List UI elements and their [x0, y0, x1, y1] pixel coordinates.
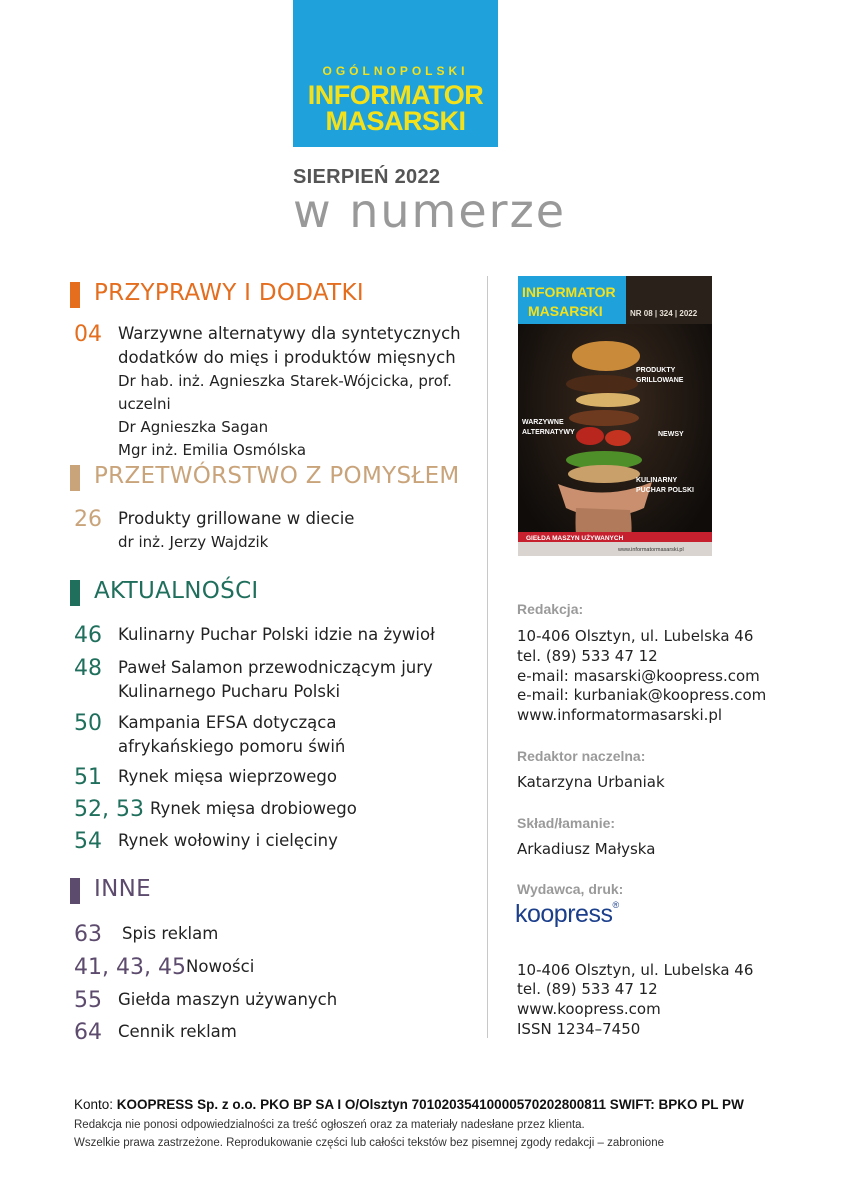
logo-line-1: OGÓLNOPOLSKI: [322, 64, 469, 78]
redakcja-website-link[interactable]: www.informatormasarski.pl: [517, 706, 723, 724]
redakcja-phone: tel. (89) 533 47 12: [517, 647, 658, 665]
page-number: 52, 53: [74, 797, 144, 822]
label-redaktor: Redaktor naczelna:: [517, 748, 646, 764]
entry-title-line: Spis reklam: [122, 924, 219, 943]
wydawca-website-link[interactable]: www.koopress.com: [517, 1000, 661, 1018]
entry-title-line: Warzywne alternatywy dla syntetycznych: [118, 324, 461, 343]
issue-date: SIERPIEŃ 2022: [293, 166, 441, 188]
toc-entry[interactable]: [74, 507, 484, 554]
toc-entry[interactable]: [74, 711, 484, 759]
redaktor-name: Katarzyna Urbaniak: [517, 773, 665, 791]
magazine-logo: [293, 0, 498, 147]
cover-url: www.informatormasarski.pl: [618, 547, 684, 553]
konto-value: KOOPRESS Sp. z o.o. PKO BP SA I O/Olsztyn 70102035410000570202800811 SWIFT: BPKO PL PW: [116, 1097, 744, 1112]
cover-logo-line1: INFORMATOR: [522, 284, 616, 300]
cover-banner: GIEŁDA MASZYN UŻYWANYCH: [526, 535, 624, 542]
registered-mark-icon: ®: [612, 900, 619, 910]
entry-title-line: Rynek wołowiny i cielęciny: [118, 831, 338, 850]
section-title: PRZYPRAWY I DODATKI: [94, 280, 364, 306]
entry-author: Dr hab. inż. Agnieszka Starek-Wójcicka, prof. uczelni: [118, 372, 452, 413]
toc-entry[interactable]: [74, 322, 484, 462]
koopress-logo: [515, 900, 619, 929]
entry-title-line: Kampania EFSA dotycząca: [118, 713, 337, 732]
wydawca-address: 10-406 Olsztyn, ul. Lubelska 46: [517, 961, 754, 979]
page-number: 63: [74, 922, 102, 947]
redakcja-email-link[interactable]: e-mail: kurbaniak@koopress.com: [517, 686, 767, 704]
koopress-logo-text: koopress: [515, 900, 613, 928]
entry-title-line: Kulinarnego Pucharu Polski: [118, 682, 341, 701]
section-marker: [70, 282, 80, 308]
page-number: 46: [74, 623, 102, 648]
entry-title-line: Paweł Salamon przewodniczącym jury: [118, 658, 433, 677]
redakcja-address: 10-406 Olsztyn, ul. Lubelska 46: [517, 627, 754, 645]
logo-line-3: MASARSKI: [325, 106, 466, 136]
konto-label: Konto:: [74, 1097, 114, 1112]
entry-title-line: dodatków do mięs i produktów mięsnych: [118, 348, 456, 367]
issn: ISSN 1234–7450: [517, 1020, 641, 1038]
bank-account: [74, 1097, 744, 1112]
footer-copyright: Wszelkie prawa zastrzeżone. Reprodukowanie części lub całości tekstów bez pisemnej zgody redakcji – zabronione: [74, 1137, 664, 1149]
footer-disclaimer: Redakcja nie ponosi odpowiedzialności za treść ogłoszeń oraz za materiały nadesłane przez klienta.: [74, 1119, 585, 1131]
entry-title-line: afrykańskiego pomoru świń: [118, 737, 346, 756]
entry-title-line: Cennik reklam: [118, 1022, 237, 1041]
toc-entry[interactable]: [74, 988, 484, 1012]
toc-entry[interactable]: [74, 623, 484, 647]
cover-tag: PUCHAR POLSKI: [636, 487, 694, 494]
wydawca-phone: tel. (89) 533 47 12: [517, 980, 658, 998]
cover-tag: KULINARNY: [636, 477, 678, 484]
page-number: 51: [74, 765, 102, 790]
entry-author: Mgr inż. Emilia Osmólska: [118, 441, 307, 459]
column-divider: [487, 276, 488, 1038]
section-marker: [70, 465, 80, 491]
page-number: 48: [74, 656, 102, 681]
section-marker: [70, 878, 80, 904]
page-number: 41, 43, 45: [74, 955, 186, 980]
toc-entry[interactable]: [74, 797, 484, 821]
section-title: PRZETWÓRSTWO Z POMYSŁEM: [94, 463, 460, 489]
page-number: 04: [74, 322, 102, 347]
toc-entry[interactable]: [74, 829, 484, 853]
page-number: 50: [74, 711, 102, 736]
sklad-name: Arkadiusz Małyska: [517, 840, 656, 858]
cover-artwork: [518, 276, 712, 556]
entry-title-line: Nowości: [186, 957, 255, 976]
entry-author: Dr Agnieszka Sagan: [118, 418, 269, 436]
entry-author: dr inż. Jerzy Wajdzik: [118, 533, 269, 551]
cover-tag: PRODUKTY: [636, 367, 676, 374]
cover-tag: WARZYWNE: [522, 419, 564, 426]
cover-tag: NEWSY: [658, 431, 684, 438]
issue-heading: w numerze: [293, 184, 567, 238]
entry-title-line: Kulinarny Puchar Polski idzie na żywioł: [118, 625, 435, 644]
entry-title-line: Produkty grillowane w diecie: [118, 509, 355, 528]
entry-title-line: Rynek mięsa drobiowego: [150, 799, 357, 818]
toc-entry[interactable]: [74, 765, 484, 789]
page-number: 54: [74, 829, 102, 854]
section-title: INNE: [94, 876, 151, 902]
toc-entry[interactable]: [74, 955, 484, 979]
redakcja-email-link[interactable]: e-mail: masarski@koopress.com: [517, 667, 760, 685]
page-number: 26: [74, 507, 102, 532]
cover-thumbnail[interactable]: [518, 276, 712, 556]
section-marker: [70, 580, 80, 606]
cover-tag: GRILLOWANE: [636, 377, 684, 384]
page-number: 55: [74, 988, 102, 1013]
cover-tag: ALTERNATYWY: [522, 429, 575, 436]
toc-entry[interactable]: [74, 922, 484, 946]
logo-line-2: INFORMATOR: [307, 80, 484, 110]
toc-entry[interactable]: [74, 656, 484, 704]
entry-title-line: Giełda maszyn używanych: [118, 990, 338, 1009]
cover-logo-line2: MASARSKI: [528, 303, 603, 319]
toc-entry[interactable]: [74, 1020, 484, 1044]
section-title: AKTUALNOŚCI: [94, 578, 259, 604]
page-number: 64: [74, 1020, 102, 1045]
entry-title-line: Rynek mięsa wieprzowego: [118, 767, 337, 786]
label-sklad: Skład/łamanie:: [517, 815, 616, 831]
label-redakcja: Redakcja:: [517, 601, 584, 617]
cover-issue-number: NR 08 | 324 | 2022: [630, 309, 698, 318]
label-wydawca: Wydawca, druk:: [517, 881, 624, 897]
